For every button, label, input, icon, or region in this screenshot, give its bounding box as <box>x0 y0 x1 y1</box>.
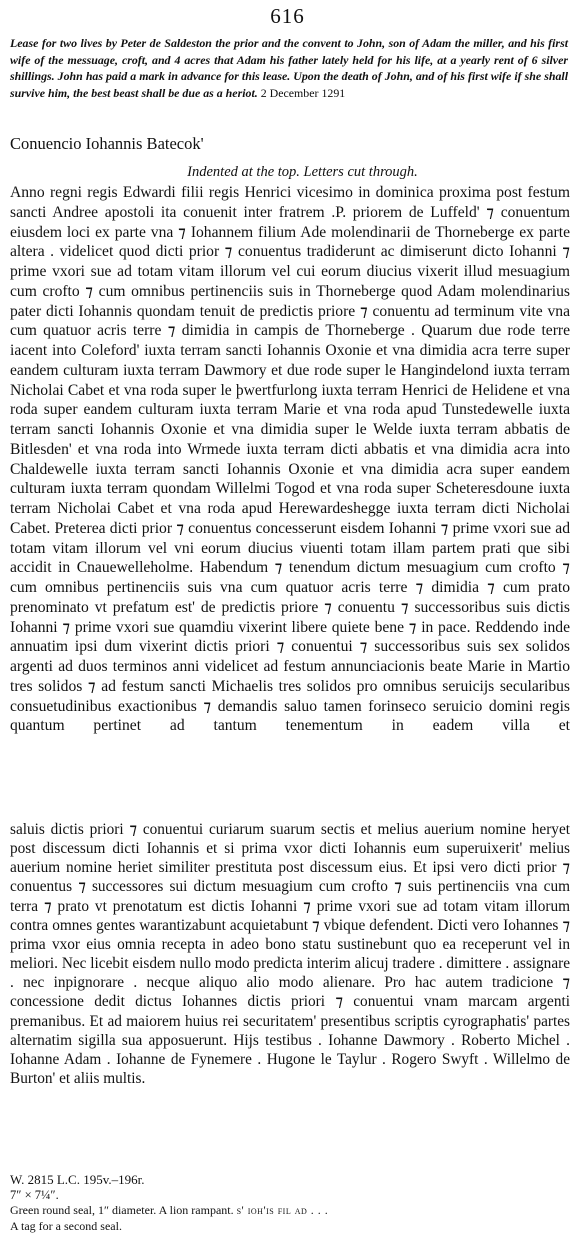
editorial-note: Indented at the top. Letters cut through. <box>187 164 418 180</box>
document-dimensions: 7″ × 7¼″. <box>10 1188 59 1202</box>
charter-summary <box>10 35 568 101</box>
page-number: 616 <box>270 4 305 28</box>
charter-text-block-2: saluis dictis priori ⁊ conuentui curiarum suarum sectis et melius auerium nomine heryet post discessum dicti Iohannis et si prima vxor dicti Iohannis eum superuixerit' melius auerium nomine heriet similiter prestituta post discessum eius. Et ipsi vero dicti prior ⁊ conuentus ⁊ successores sui dictum mesuagium cum crofto ⁊ suis pertinenciis vna cum terra ⁊ prato vt prenotatum est dictis Iohanni ⁊ prime vxori sue ad totam vitam illorum contra omnes gentes warantizabunt acquietabunt ⁊ vbique defendent. Dicti vero Iohannes ⁊ prima vxor eius omnia recepta in adeo bono statu sustinebunt quo ea receperunt vel in meliori. Nec licebit eisdem nullo modo predicta interim alicuj tradere . dimittere . assignare . nec inpignorare . necque aliquo alio modo alienare. Pro hac autem tradicione ⁊ concessione dedit dictus Iohannes dictis priori ⁊ conuentui vnam marcam argenti premanibus. Et ad maiorem huius rei securitatem' presentibus scriptis cyrographatis' partes alternatim sigilla sua apposuerunt. Hijs testibus . Iohanne Dawmory . Roberto Michel . Iohanne Adam . Iohanne de Fynemere . Hugone le Taylur . Rogero Swyft . Willelmo de Burton' et aliis multis. <box>10 821 570 1088</box>
seal-description-text: Green round seal, 1″ diameter. A lion rampant. <box>10 1203 234 1217</box>
charter-text-block-1: Anno regni regis Edwardi filii regis Henrici vicesimo in dominica proxima post festum sancti Andree apostoli ita conuenit inter fratrem .P. priorem de Luffeld' ⁊ conuentum eiusdem loci ex parte vna ⁊ Iohannem filium Ade molendinarii de Thorneberge ex parte altera . videlicet quod dicti prior ⁊ conuentus tradiderunt ac dimiserunt dicto Iohanni ⁊ prime vxori sue ad totam vitam illorum vel cui eorum diucius vixerit illud mesuagium cum crofto ⁊ cum omnibus pertinenciis suis in Thorneberge quod Adam molendinarius pater dicti Iohannis quondam tenuit de predictis priore ⁊ conuentu ad terminum vite vna cum quatuor acris terre ⁊ dimidia in campis de Thorneberge . Quarum due rode terre iacent into Coleford' iuxta terram sancti Iohannis Oxonie et vna dimidia acra terre super eandem culturam iuxta terram Dawmory et due rode super le Hangindelond iuxta terram Nicholai Cabet et vna roda super le þwertfurlong iuxta terram Henrici de Helidene et vna roda super eandem culturam iuxta terram Marie et vna roda apud Tunstedewelle iuxta terram sancti Iohannis Oxonie et vna dimidia super le Welde iuxta terram abbatis de Bitlesden' et vna roda into Wrmede iuxta terram dicti abbatis et vna dimidia acra into Chaldewelle iuxta terram sancti Iohannis Oxonie et vna dimidia acra super eandem culturam iuxta terram quondam Willelmi Togod et vna roda super Scheteresdoune iuxta terram Nicholai Cabet et vna roda apud Herewardeshegge iuxta terram dicti Nicholai Cabet. Preterea dicti prior ⁊ conuentus concesserunt eisdem Iohanni ⁊ prime vxori sue ad totam vitam illorum vel vni eorum diucius viuenti totam illam partem prati que sibi accidit in Cnauewelleholme. Habendum ⁊ tenendum dictum mesuagium cum crofto ⁊ cum omnibus pertinenciis suis vna cum quatuor acris terre ⁊ dimidia ⁊ cum prato prenominato vt prefatum est' de predictis priore ⁊ conuentu ⁊ successoribus suis dictis Iohanni ⁊ prime vxori sue quamdiu vixerint libere quiete bene ⁊ in pace. Reddendo inde annuatim ipsi dum vixerint dictis priori ⁊ conuentui ⁊ successoribus suis sex solidos argenti ad duos terminos anni videlicet ad festum annunciacionis beate Marie in Martio tres solidos ⁊ ad festum sancti Michaelis tres solidos pro omnibus seruicijs secularibus consuetudinibus exactionibus ⁊ demandis saluo tamen forinseco seruicio domini regis quantum pertinet ad tantum tenementum in eadem villa et <box>10 184 570 735</box>
document-title: Conuencio Iohannis Batecok' <box>10 134 204 153</box>
summary-text: Lease for two lives by Peter de Saldeston the prior and the convent to John, son of Adam the miller, and his first wife of the messuage, croft, and 4 acres that Adam his father lately held for his life, at a yearly rent of 6 silver shillings. John has paid a mark in advance for this lease. Upon the death of John, and of his first wife if she shall survive him, the best beast shall be due as a heriot. <box>10 36 568 100</box>
seal-description <box>10 1203 568 1218</box>
summary-date: 2 December 1291 <box>260 85 346 100</box>
second-seal-note: A tag for a second seal. <box>10 1219 122 1233</box>
seal-legend: s' ioh'is fil ad . . . <box>236 1203 329 1217</box>
archive-reference: W. 2815 L.C. 195v.–196r. <box>10 1172 145 1187</box>
